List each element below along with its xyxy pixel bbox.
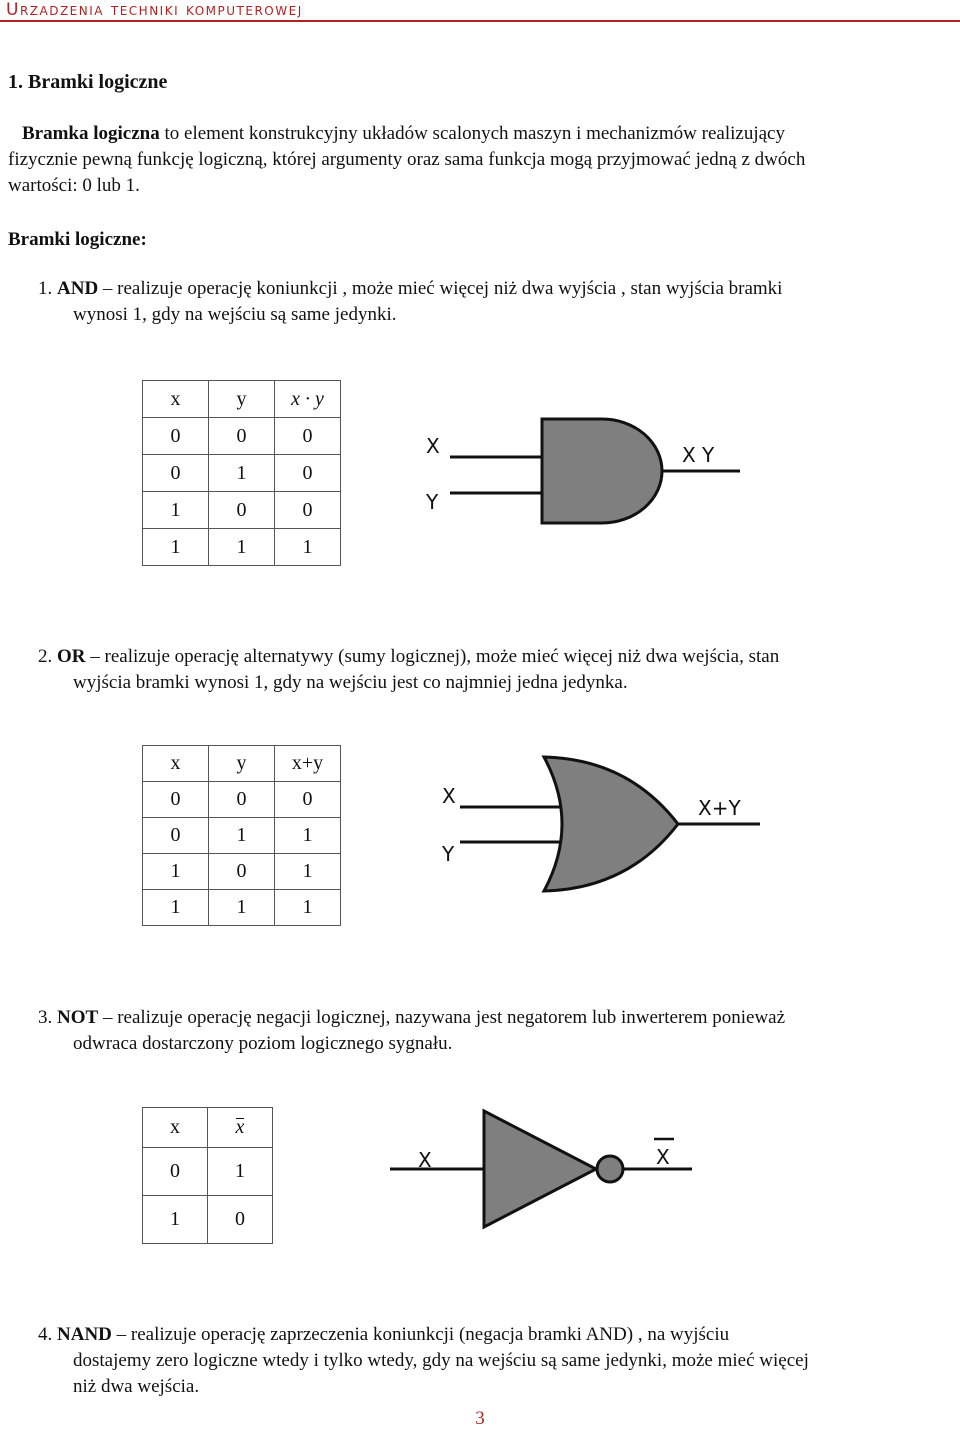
or-cell: 0 — [143, 782, 209, 818]
and-cell: 1 — [143, 529, 209, 566]
and-cell: 0 — [275, 492, 341, 529]
and-cell: 0 — [143, 455, 209, 492]
and-cell: 1 — [275, 529, 341, 566]
or-cell: 1 — [143, 890, 209, 926]
gate-nand-name: NAND — [57, 1324, 112, 1345]
and-gate-body — [542, 419, 662, 523]
not-cell: 0 — [208, 1196, 273, 1244]
gate-not-name: NOT — [57, 1007, 99, 1028]
gate-and-line-1 — [38, 276, 782, 302]
or-gate-body — [544, 757, 678, 891]
not-header-x: x — [143, 1108, 208, 1148]
or-cell: 0 — [275, 782, 341, 818]
and-cell: 1 — [209, 455, 275, 492]
and-cell: 0 — [275, 455, 341, 492]
intro-term: Bramka logiczna — [22, 123, 160, 144]
and-cell: 0 — [209, 492, 275, 529]
intro-line-2: fizycznie pewną funkcję logiczną, której argumenty oraz sama funkcja mogą przyjmować jedną z dwóch — [8, 149, 806, 170]
list-title: Bramki logiczne: — [8, 229, 147, 250]
or-cell: 1 — [275, 890, 341, 926]
gate-and-line-2: wynosi 1, gdy na wejściu są same jedynki. — [73, 304, 397, 325]
not-cell: 0 — [143, 1148, 208, 1196]
not-truth-table — [142, 1107, 273, 1244]
or-cell: 1 — [275, 818, 341, 854]
gate-nand-line-1-text: – realizuje operację zaprzeczenia koniunkcji (negacja bramki AND) , na wyjściu — [111, 1324, 730, 1345]
and-gate-symbol — [410, 405, 750, 530]
and-header-out: x · y — [275, 381, 341, 418]
and-cell: 0 — [209, 418, 275, 455]
or-cell: 1 — [275, 854, 341, 890]
or-label-x: X — [442, 784, 456, 808]
or-cell: 0 — [209, 782, 275, 818]
header-divider — [0, 20, 960, 22]
or-cell: 1 — [209, 818, 275, 854]
and-cell: 0 — [275, 418, 341, 455]
not-label-in: X — [418, 1148, 432, 1172]
not-gate-symbol — [390, 1105, 710, 1230]
header-title: Urzadzenia techniki komputerowej — [6, 0, 303, 20]
gate-or-line-2: wyjścia bramki wynosi 1, gdy na wejściu jest co najmniej jedna jedynka. — [73, 672, 628, 693]
not-gate-body — [484, 1111, 596, 1227]
or-label-y: Y — [442, 842, 455, 866]
or-header-y: y — [209, 746, 275, 782]
or-gate-symbol — [430, 745, 770, 915]
and-label-x: X — [426, 434, 440, 458]
and-cell: 0 — [143, 418, 209, 455]
not-label-out: X — [656, 1145, 670, 1169]
and-label-y: Y — [426, 490, 439, 514]
not-header-out-text: x — [235, 1116, 245, 1138]
gate-and-line-1-text: – realizuje operację koniunkcji , może mieć więcej niż dwa wyjścia , stan wyjścia bramki — [98, 278, 783, 299]
gate-nand-line-2: dostajemy zero logiczne wtedy i tylko wtedy, gdy na wejściu są same jedynki, może mieć więcej — [73, 1350, 809, 1371]
or-header-x: x — [143, 746, 209, 782]
gate-or-number: 2. — [38, 646, 53, 667]
gate-not-line-1 — [38, 1005, 785, 1031]
gate-and-number: 1. — [38, 278, 53, 299]
gate-or-name: OR — [57, 646, 86, 667]
and-cell: 1 — [209, 529, 275, 566]
and-truth-table — [142, 380, 341, 566]
gate-and-name: AND — [57, 278, 99, 299]
gate-nand-line-1 — [38, 1322, 729, 1348]
not-cell: 1 — [208, 1148, 273, 1196]
page-number: 3 — [475, 1408, 485, 1429]
gate-not-number: 3. — [38, 1007, 53, 1028]
and-label-out: X Y — [682, 443, 715, 467]
gate-nand-number: 4. — [38, 1324, 53, 1345]
or-cell: 1 — [143, 854, 209, 890]
or-label-out: X+Y — [698, 796, 741, 820]
or-cell: 0 — [209, 854, 275, 890]
not-inversion-bubble — [597, 1156, 623, 1182]
and-header-y: y — [209, 381, 275, 418]
or-cell: 0 — [143, 818, 209, 854]
gate-not-line-2: odwraca dostarczony poziom logicznego sygnału. — [73, 1033, 453, 1054]
gate-or-line-1 — [38, 644, 779, 670]
not-header-out — [208, 1108, 273, 1148]
not-cell: 1 — [143, 1196, 208, 1244]
and-header-x: x — [143, 381, 209, 418]
section-title: 1. Bramki logiczne — [8, 71, 168, 93]
gate-nand-line-3: niż dwa wejścia. — [73, 1376, 200, 1397]
intro-line-1 — [22, 121, 785, 147]
and-cell: 1 — [143, 492, 209, 529]
or-header-out: x+y — [275, 746, 341, 782]
or-cell: 1 — [209, 890, 275, 926]
or-truth-table — [142, 745, 341, 926]
gate-not-line-1-text: – realizuje operację negacji logicznej, nazywana jest negatorem lub inwerterem ponieważ — [98, 1007, 786, 1028]
intro-line-3: wartości: 0 lub 1. — [8, 175, 140, 196]
intro-line-1-text: to element konstrukcyjny układów scalonych maszyn i mechanizmów realizujący — [159, 123, 785, 144]
gate-or-line-1-text: – realizuje operację alternatywy (sumy logicznej), może mieć więcej niż dwa wejścia, stan — [85, 646, 780, 667]
